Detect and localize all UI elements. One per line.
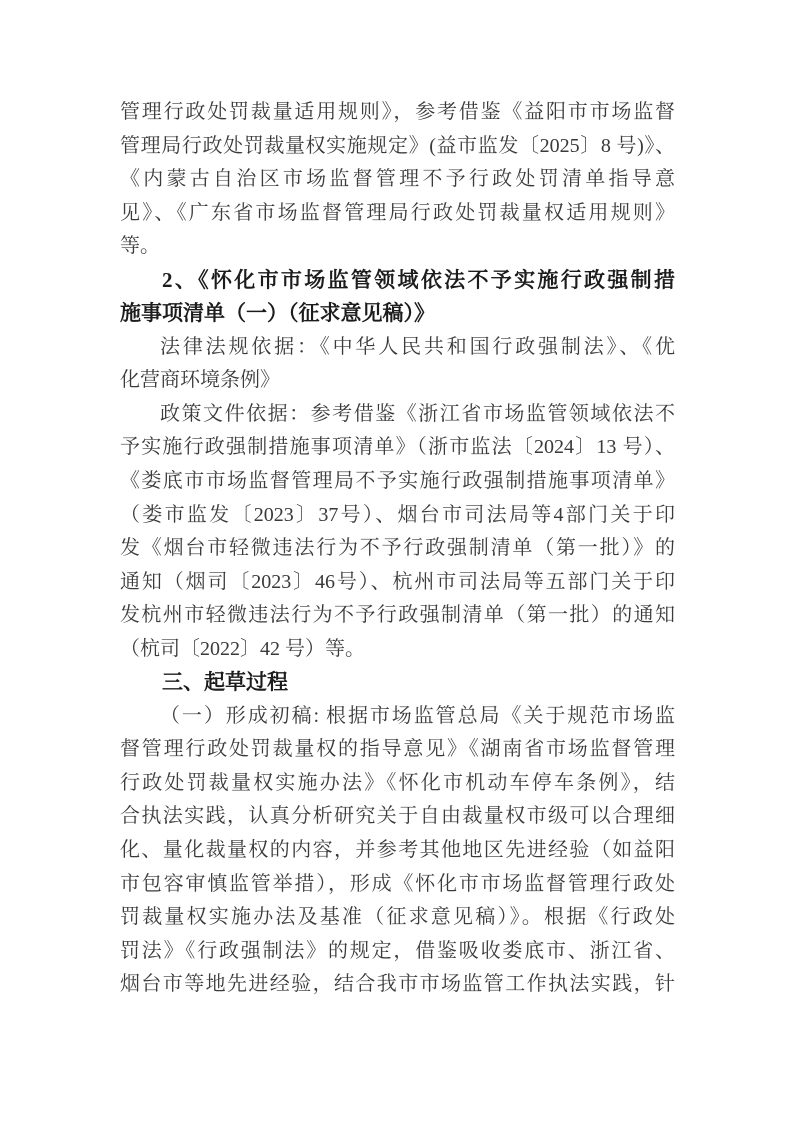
doc-heading-item-2-line-2: 施事项清单（一）（征求意见稿）》 xyxy=(120,301,435,326)
document-body xyxy=(120,96,675,1002)
doc-line-9: 化营商环境条例》 xyxy=(120,369,280,392)
doc-line-13: （娄市监发〔2023〕37号）、烟台市司法局等4部门关于印 xyxy=(120,503,675,526)
doc-line-2: 管理局行政处罚裁量权实施规定》(益市监发〔2025〕8 号)》、 xyxy=(120,134,675,157)
doc-line-1: 管理行政处罚裁量适用规则》，参考借鉴《益阳市市场监督 xyxy=(120,101,675,123)
doc-line-17: （杭司〔2022〕42 号）等。 xyxy=(120,637,365,660)
doc-line-11: 予实施行政强制措施事项清单》（浙市监法〔2024〕13 号）、 xyxy=(120,436,675,459)
doc-line-24: 市包容审慎监管举措），形成《怀化市市场监督管理行政处 xyxy=(120,872,675,895)
doc-line-23: 化、量化裁量权的内容，并参考其他地区先进经验（如益阳 xyxy=(120,839,675,862)
doc-line-25: 罚裁量权实施办法及基准（征求意见稿）》。根据《行政处 xyxy=(120,906,675,929)
doc-line-15: 通知（烟司〔2023〕46号）、杭州市司法局等五部门关于印 xyxy=(120,570,675,593)
doc-line-10: 政策文件依据：参考借鉴《浙江省市场监管领域依法不 xyxy=(160,402,675,425)
doc-line-5: 等。 xyxy=(120,235,160,258)
doc-line-16: 发杭州市轻微违法行为不予行政强制清单（第一批）的通知 xyxy=(120,604,675,627)
doc-heading-section-3: 三、起草过程 xyxy=(162,671,288,695)
doc-line-14: 发《烟台市轻微违法行为不予行政强制清单（第一批）》的 xyxy=(120,537,675,560)
doc-line-22: 合执法实践，认真分析研究关于自由裁量权市级可以合理细 xyxy=(120,805,675,828)
doc-heading-item-2-line-1: 2、《怀化市市场监管领域依法不予实施行政强制措 xyxy=(162,267,675,292)
doc-line-20: 督管理行政处罚裁量权的指导意见》《湖南省市场监督管理 xyxy=(120,738,675,761)
doc-line-8: 法律法规依据：《中华人民共和国行政强制法》、《优 xyxy=(160,335,675,358)
doc-line-19: （一）形成初稿: 根据市场监管总局《关于规范市场监 xyxy=(160,704,675,727)
doc-line-21: 行政处罚裁量权实施办法》《怀化市机动车停车条例》，结 xyxy=(120,771,675,794)
doc-line-26: 罚法》《行政强制法》的规定，借鉴吸收娄底市、浙江省、 xyxy=(120,939,675,962)
doc-line-12: 《娄底市市场监督管理局不予实施行政强制措施事项清单》 xyxy=(120,470,675,493)
doc-line-4: 见》、《广东省市场监督管理局行政处罚裁量权适用规则》 xyxy=(120,201,675,224)
doc-line-3: 《内蒙古自治区市场监督管理不予行政处罚清单指导意 xyxy=(120,168,675,191)
doc-line-27: 烟台市等地先进经验，结合我市市场监管工作执法实践，针 xyxy=(120,973,675,996)
